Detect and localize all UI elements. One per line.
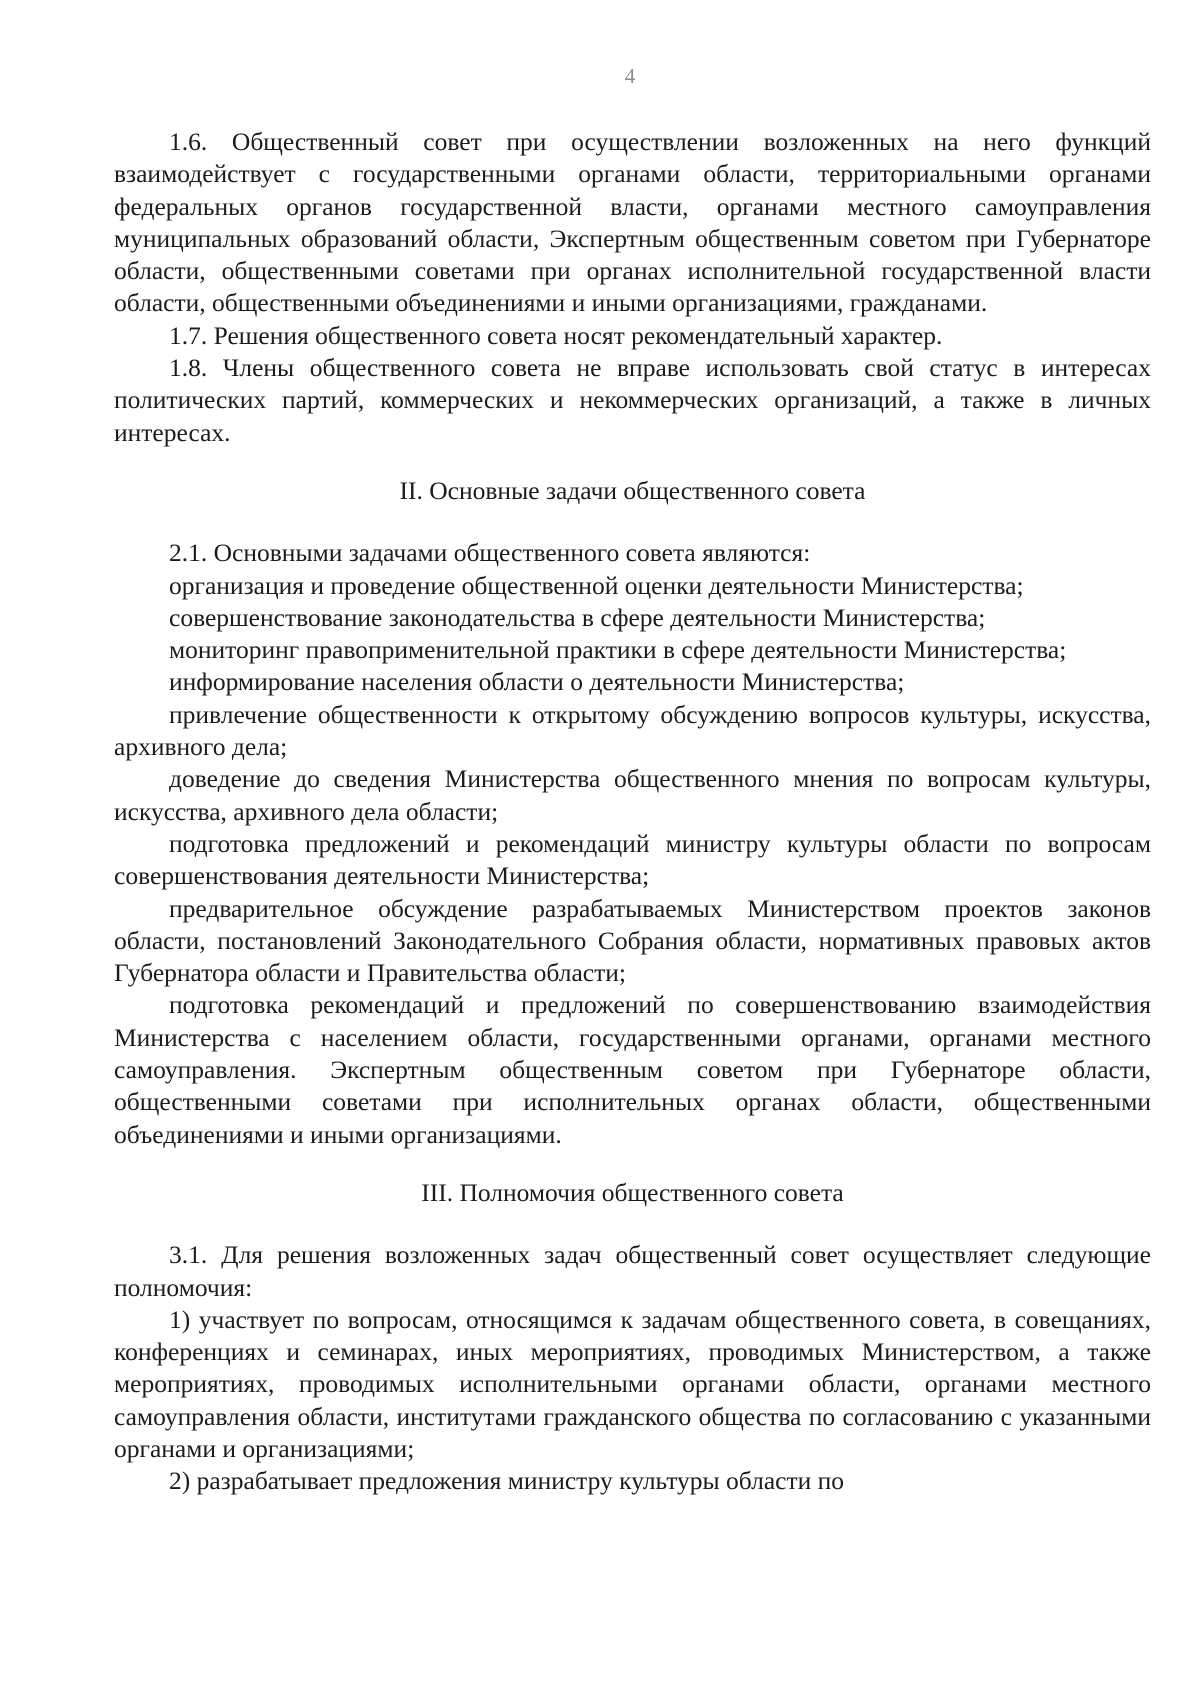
paragraph-3-1: 3.1. Для решения возложенных задач общественный совет осуществляет следующие полномочия:	[114, 1240, 1151, 1302]
power-item-1: 1) участвует по вопросам, относящимся к задачам общественного совета, в совещаниях, конференциях и семинарах, иных мероприятиях, проводимых Министерством, а также мероприятиях, проводимых исполнительными органами области, органами местного самоуправления области, институтами гражданского общества по согласованию с указанными органами и организациями;	[114, 1304, 1151, 1463]
page-number: 4	[624, 64, 636, 88]
task-item: предварительное обсуждение разрабатываемых Министерством проектов законов области, постановлений Законодательного Собрания области, нормативных правовых актов Губернатора области и Правительства области;	[114, 893, 1151, 988]
paragraph-2-1: 2.1. Основными задачами общественного совета являются:	[169, 538, 811, 568]
paragraph-1-6: 1.6. Общественный совет при осуществлении возложенных на него функций взаимодействует с государственными органами области, территориальными органами федеральных органов государственной власти, органами местного самоуправления муниципальных образований области, Экспертным общественным советом при Губернаторе области, общественными советами при органах исполнительной государственной власти области, общественными объединениями и иными организациями, гражданами.	[114, 127, 1151, 318]
section-3-heading: III. Полномочия общественного совета	[421, 1177, 844, 1207]
task-item: подготовка рекомендаций и предложений по совершенствованию взаимодействия Министерства с населением области, государственными органами, органами местного самоуправления. Экспертным общественным советом при Губернаторе области, общественными советами при исполнительных органах области, общественными объединениями и иными организациями.	[114, 990, 1151, 1149]
task-item: информирование населения области о деятельности Министерства;	[169, 667, 905, 697]
paragraph-1-7: 1.7. Решения общественного совета носят рекомендательный характер.	[169, 320, 943, 350]
document-body	[114, 126, 1151, 1498]
task-item: совершенствование законодательства в сфере деятельности Министерства;	[169, 602, 986, 632]
power-item-2: 2) разрабатывает предложения министру культуры области по	[169, 1466, 845, 1496]
section-2-heading: II. Основные задачи общественного совета	[399, 475, 866, 505]
paragraph-1-8: 1.8. Члены общественного совета не вправе использовать свой статус в интересах политических партий, коммерческих и некоммерческих организаций, а также в личных интересах.	[114, 353, 1151, 447]
task-item: организация и проведение общественной оценки деятельности Министерства;	[169, 570, 1024, 600]
task-item: подготовка предложений и рекомендаций министру культуры области по вопросам совершенствования деятельности Министерства;	[114, 828, 1151, 891]
task-item: привлечение общественности к открытому обсуждению вопросов культуры, искусства, архивного дела;	[114, 699, 1151, 762]
task-item: доведение до сведения Министерства общественного мнения по вопросам культуры, искусства, архивного дела области;	[114, 764, 1151, 826]
task-item: мониторинг правоприменительной практики в сфере деятельности Министерства;	[169, 635, 1067, 665]
